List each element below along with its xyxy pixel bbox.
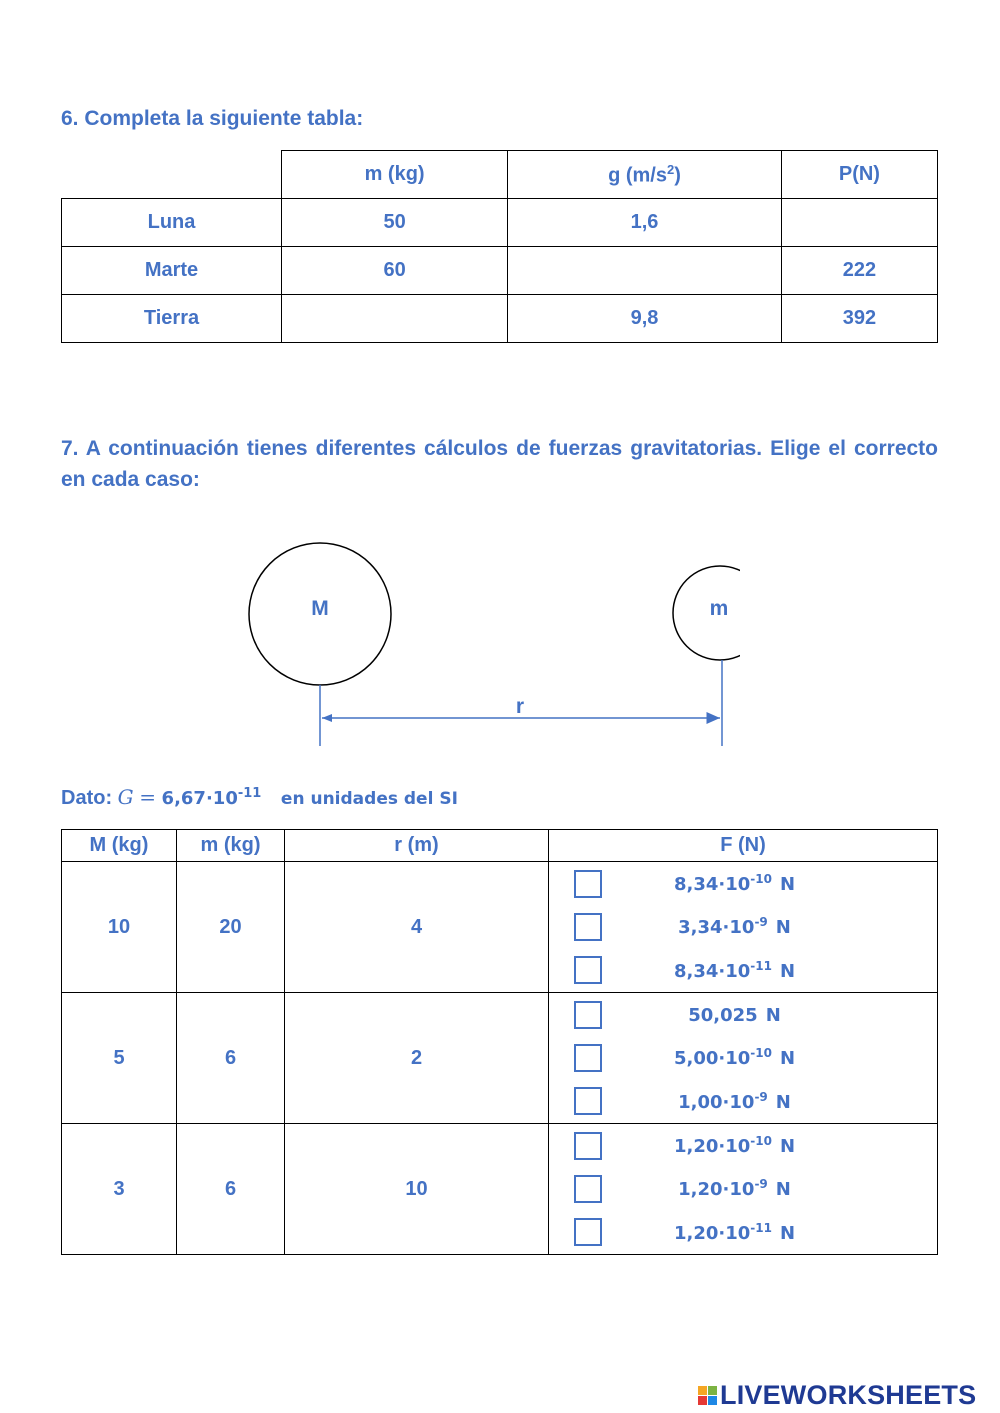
answer-option <box>549 1080 937 1123</box>
planet-weight-table <box>61 150 938 343</box>
question-7-title: 7. A continuación tienes diferentes cálculos de fuerzas gravitatorias. Elige el correcto en cada caso: <box>61 437 938 491</box>
arrow-left-head <box>322 714 332 722</box>
cell-mass: 60 <box>282 247 508 295</box>
row-planet-name: Marte <box>62 247 282 295</box>
option-value: $5,00\cdot 10^{-10}$ N <box>673 1046 796 1070</box>
options-cell <box>549 862 938 993</box>
header-big-mass: M (kg) <box>62 830 177 862</box>
option-value: $8,34\cdot 10^{-11}$ N <box>673 958 796 982</box>
gravitational-force-table <box>61 829 938 1255</box>
answer-option <box>549 862 937 905</box>
option-checkbox[interactable] <box>574 1175 602 1203</box>
gravity-diagram <box>240 535 740 750</box>
answer-option <box>549 949 937 992</box>
option-value: $1,20\cdot 10^{-10}$ N <box>673 1134 796 1158</box>
cell-weight: 392 <box>781 295 937 343</box>
g-units: en unidades del SI <box>280 789 458 809</box>
option-value: $1,00\cdot 10^{-9}$ N <box>678 1089 791 1113</box>
header-mass: m (kg) <box>282 151 508 199</box>
constant-note <box>61 785 458 810</box>
answer-option <box>549 1211 937 1254</box>
row-planet-name: Luna <box>62 199 282 247</box>
small-mass-circle <box>673 566 740 660</box>
option-checkbox[interactable] <box>574 913 602 941</box>
table-row <box>62 295 938 343</box>
g-symbol: G <box>117 785 134 809</box>
answer-option <box>549 1167 937 1210</box>
cell-small-mass: 20 <box>177 862 285 993</box>
option-value: 50,025 N <box>688 1005 781 1027</box>
option-value: $8,34\cdot 10^{-10}$ N <box>673 872 796 896</box>
cell-weight: 222 <box>781 247 937 295</box>
logo-text: LIVEWORKSHEETS <box>720 1380 977 1410</box>
cell-big-mass: 10 <box>62 862 177 993</box>
liveworksheets-logo <box>698 1380 976 1411</box>
option-checkbox[interactable] <box>574 1087 602 1115</box>
big-mass-label: M <box>311 597 329 620</box>
options-cell <box>549 1124 938 1255</box>
option-checkbox[interactable] <box>574 956 602 984</box>
table-row <box>62 247 938 295</box>
answer-option <box>549 905 937 948</box>
cell-big-mass: 5 <box>62 993 177 1124</box>
header-distance: r (m) <box>285 830 549 862</box>
cell-small-mass: 6 <box>177 993 285 1124</box>
logo-icon <box>698 1386 717 1405</box>
cell-gravity: 1,6 <box>508 199 782 247</box>
cell-distance: 2 <box>285 993 549 1124</box>
answer-option <box>549 1124 937 1167</box>
option-checkbox[interactable] <box>574 870 602 898</box>
g-value: $6,67\cdot 10^{-11}$ <box>161 786 262 809</box>
header-force: F (N) <box>549 830 938 862</box>
option-value: $1,20\cdot 10^{-9}$ N <box>678 1177 791 1201</box>
question-6-title: 6. Completa la siguiente tabla: <box>61 107 364 130</box>
cell-mass-answer[interactable] <box>282 295 508 343</box>
answer-option <box>549 1036 937 1079</box>
cell-big-mass: 3 <box>62 1124 177 1255</box>
cell-distance: 10 <box>285 1124 549 1255</box>
dato-label: Dato: <box>61 787 113 809</box>
empty-corner-cell <box>62 151 282 199</box>
table-row <box>62 862 938 993</box>
option-checkbox[interactable] <box>574 1218 602 1246</box>
row-planet-name: Tierra <box>62 295 282 343</box>
answer-option <box>549 993 937 1036</box>
cell-distance: 4 <box>285 862 549 993</box>
cell-gravity: 9,8 <box>508 295 782 343</box>
option-checkbox[interactable] <box>574 1044 602 1072</box>
header-gravity: g $(m/s^2)$ <box>508 151 782 199</box>
option-checkbox[interactable] <box>574 1001 602 1029</box>
header-small-mass: m (kg) <box>177 830 285 862</box>
table-header-row <box>62 151 938 199</box>
table-header-row <box>62 830 938 862</box>
equals-sign: = <box>139 785 156 809</box>
cell-weight-answer[interactable] <box>781 199 937 247</box>
cell-mass: 50 <box>282 199 508 247</box>
option-checkbox[interactable] <box>574 1132 602 1160</box>
options-cell <box>549 993 938 1124</box>
cell-gravity-answer[interactable] <box>508 247 782 295</box>
option-value: $3,34\cdot 10^{-9}$ N <box>678 915 791 939</box>
small-mass-label: m <box>709 597 729 620</box>
table-row <box>62 993 938 1124</box>
table-row <box>62 199 938 247</box>
cell-small-mass: 6 <box>177 1124 285 1255</box>
header-weight: P(N) <box>781 151 937 199</box>
table-row <box>62 1124 938 1255</box>
option-value: $1,20\cdot 10^{-11}$ N <box>673 1220 796 1244</box>
distance-label: r <box>515 695 525 718</box>
